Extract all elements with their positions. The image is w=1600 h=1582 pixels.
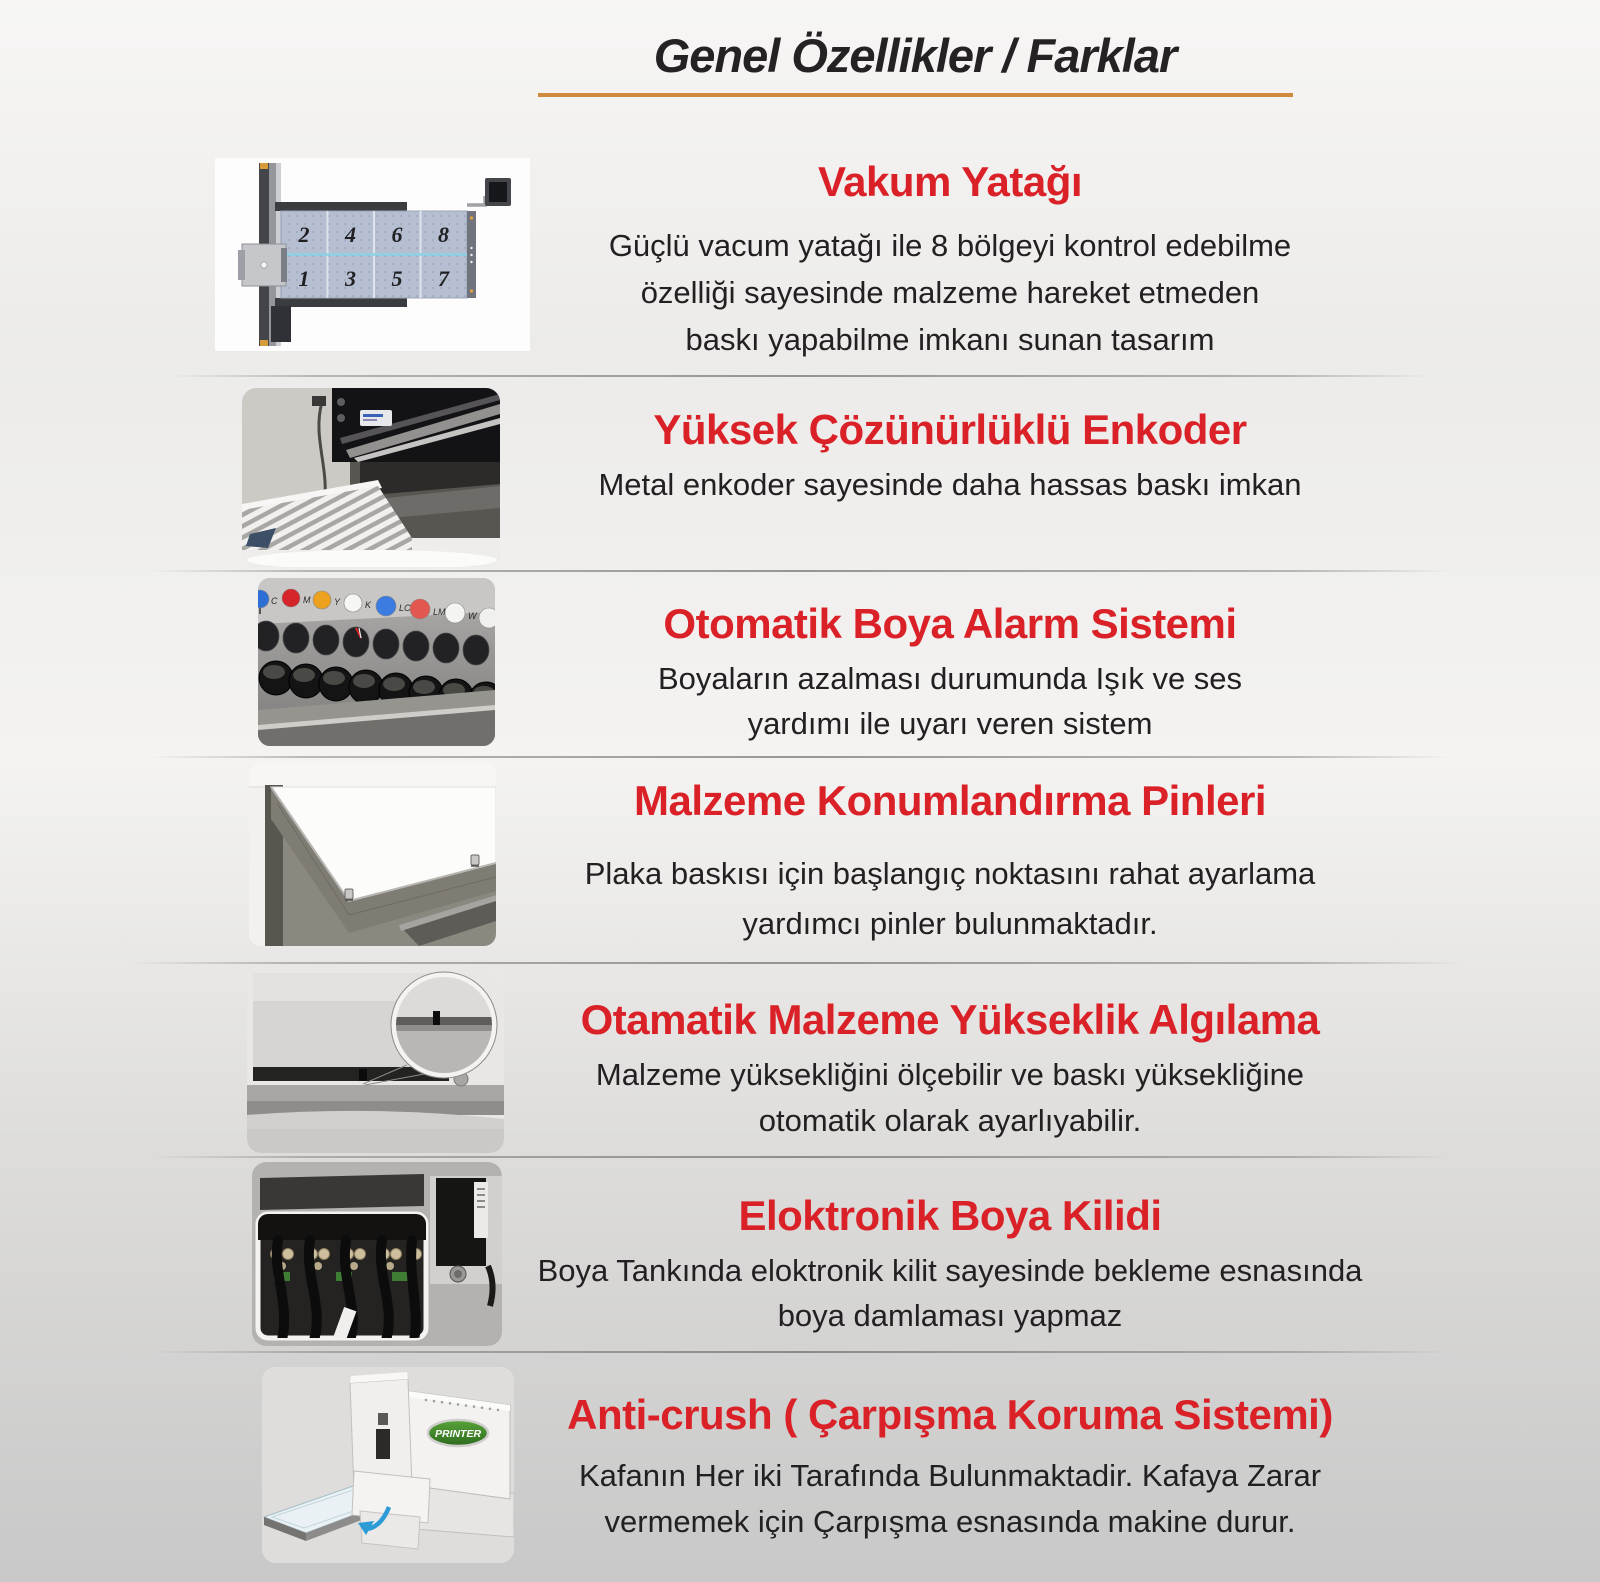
positioning-pins-photo xyxy=(249,763,496,946)
height-sensor xyxy=(359,1069,367,1081)
encoder-label xyxy=(360,410,392,426)
feature-title: Anti-crush ( Çarpışma Koruma Sistemi) xyxy=(567,1391,1333,1438)
ink-label: C xyxy=(271,596,278,606)
page-header xyxy=(420,28,1410,97)
feature-description-line: Kafanın Her iki Tarafında Bulunmaktadir. Kafaya Zarar xyxy=(578,1458,1322,1493)
ink-label: Y xyxy=(334,597,341,607)
feature-title: Yüksek Çözünürlüklü Enkoder xyxy=(653,406,1247,453)
ink-light-k xyxy=(344,594,362,612)
feature-title: Otomatik Boya Alarm Sistemi xyxy=(663,600,1237,647)
ink-light-lc xyxy=(376,596,396,616)
zone-number: 3 xyxy=(345,266,356,291)
zone-number: 6 xyxy=(391,222,403,247)
title-underline xyxy=(538,93,1293,97)
ink-label: M xyxy=(303,595,311,605)
zone-number: 1 xyxy=(298,266,310,291)
section-divider xyxy=(150,1351,1450,1353)
section-divider xyxy=(150,570,1450,572)
positioning-pin xyxy=(345,889,353,900)
feature-description-line: özelliği sayesinde malzeme hareket etmeden xyxy=(640,275,1260,310)
feature-description-line: Boya Tankında eloktronik kilit sayesinde bekleme esnasında xyxy=(537,1253,1363,1288)
ink-light-y xyxy=(313,591,331,609)
zone-number: 2 xyxy=(298,222,310,247)
section-divider xyxy=(130,962,1460,964)
feature-description-line: Boyaların azalması durumunda Işık ve ses xyxy=(657,661,1243,696)
feature-title: Otamatik Malzeme Yükseklik Algılama xyxy=(580,996,1320,1043)
feature-description-line: Metal enkoder sayesinde daha hassas baskı imkan xyxy=(598,467,1302,502)
printer-logo-text: PRINTER xyxy=(434,1428,482,1440)
ink-label: LC xyxy=(399,603,411,613)
section-divider xyxy=(150,756,1450,758)
feature-description-line: otomatik olarak ayarlıyabilir. xyxy=(758,1103,1142,1138)
feature-description-line: Malzeme yüksekliğini ölçebilir ve baskı yüksekliğine xyxy=(595,1057,1305,1092)
feature-description-line: baskı yapabilme imkanı sunan tasarım xyxy=(685,322,1215,357)
zone-number: 7 xyxy=(438,266,449,291)
feature-description-line: Plaka baskısı için başlangıç noktasını rahat ayarlama xyxy=(584,856,1316,891)
feature-description-line: yardımı ile uyarı veren sistem xyxy=(747,706,1153,741)
section-divider xyxy=(170,375,1430,377)
page-title: Genel Özellikler / Farklar xyxy=(653,29,1177,82)
feature-description-line: yardımcı pinler bulunmaktadır. xyxy=(742,906,1158,941)
zone-number: 8 xyxy=(438,222,449,247)
feature-title: Malzeme Konumlandırma Pinleri xyxy=(634,777,1266,824)
ink-light-lm xyxy=(410,599,430,619)
feature-description-line: vermemek için Çarpışma esnasında makine durur. xyxy=(604,1504,1296,1539)
zone-number: 4 xyxy=(345,222,356,247)
section-divider xyxy=(150,1156,1450,1158)
ink-light-m xyxy=(282,589,300,607)
zone-number: 5 xyxy=(391,266,403,291)
ink-label: K xyxy=(365,600,372,610)
feature-title: Vakum Yatağı xyxy=(817,158,1083,205)
feature-description-line: boya damlaması yapmaz xyxy=(777,1298,1123,1333)
feature-title: Eloktronik Boya Kilidi xyxy=(738,1192,1162,1239)
feature-description-line: Güçlü vacum yatağı ile 8 bölgeyi kontrol edebilme xyxy=(608,228,1292,263)
ink-label: LM xyxy=(433,607,446,617)
ink-label: W xyxy=(468,611,477,621)
positioning-pins-image xyxy=(249,763,496,946)
